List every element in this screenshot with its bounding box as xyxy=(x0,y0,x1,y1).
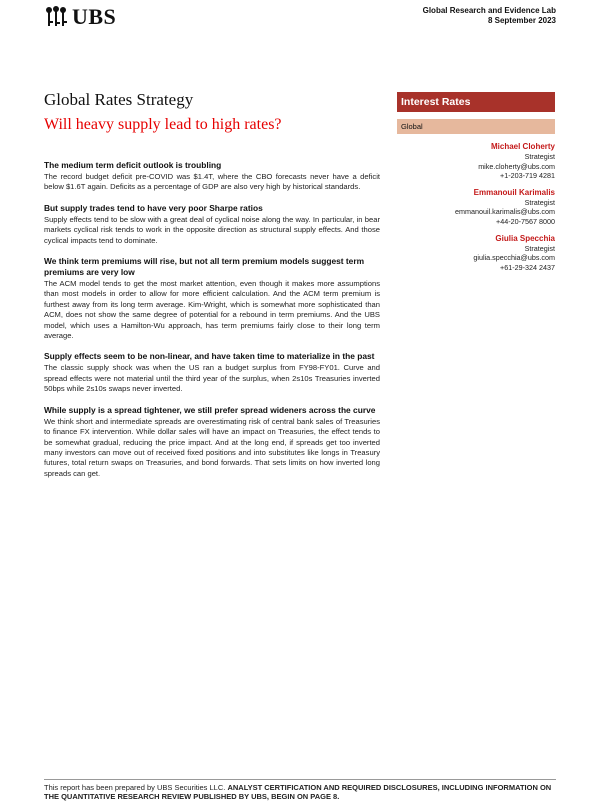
author-list xyxy=(397,141,555,272)
author-card xyxy=(397,187,555,227)
section xyxy=(44,203,380,246)
author-name: Emmanouil Karimalis xyxy=(473,187,555,197)
section xyxy=(44,351,380,394)
section xyxy=(44,160,380,193)
author-name: Giulia Specchia xyxy=(495,233,555,243)
sidebar xyxy=(397,92,555,278)
author-phone: +61-29-324 2437 xyxy=(500,262,555,272)
section-heading: We think term premiums will rise, but not all term premium models suggest term premiums are very low xyxy=(44,256,365,278)
report-date: 8 September 2023 xyxy=(487,16,556,25)
page-title: Global Rates Strategy xyxy=(44,90,194,109)
region-banner: Global xyxy=(397,119,555,134)
author-name: Michael Cloherty xyxy=(490,142,555,151)
footer-prefix: This report has been prepared by UBS Securities LLC. xyxy=(44,783,226,792)
author-role: Strategist xyxy=(524,197,555,207)
author-email[interactable]: giulia.specchia@ubs.com xyxy=(473,253,555,263)
author-role: Strategist xyxy=(524,243,555,253)
lab-name: Global Research and Evidence Lab xyxy=(422,6,556,15)
author-phone: +44-20-7567 8000 xyxy=(496,216,555,226)
author-email[interactable]: emmanouil.karimalis@ubs.com xyxy=(455,207,555,217)
logo-text: UBS xyxy=(72,4,117,29)
footer-divider xyxy=(44,779,556,780)
topic-banner: Interest Rates xyxy=(397,92,555,112)
ubs-logo xyxy=(44,4,116,30)
section-body: The record budget deficit pre-COVID was $1.4T, where the CBO forecasts never have a deficit below $1.6T again. Deficits as a percentage of GDP are also very high by historical standards. xyxy=(44,172,380,192)
author-email[interactable]: mike.cloherty@ubs.com xyxy=(478,161,555,171)
footer-disclosure xyxy=(44,783,556,801)
section-body: The ACM model tends to get the most market attention, even though it makes more assumptions than most models in order to allow for more efficient calculation. And the ACM term premium is furthest away from its long term average. Kim-Wright, which is somewhat more sophisticated than ACM, does not show the same degree of potential for a rebound in term premiums. And the UBS model, which uses a Hamilton-Wu approach, has term premiums fairly close to their long term average. xyxy=(44,279,380,341)
ubs-keys-icon xyxy=(44,6,68,28)
section-heading: But supply trades tend to have very poor Sharpe ratios xyxy=(44,202,263,213)
report-header xyxy=(423,6,556,26)
section-heading: The medium term deficit outlook is troubling xyxy=(44,160,222,170)
section-body: We think short and intermediate spreads are overestimating risk of central bank sales of Treasuries to finance FX intervention. While dollar sales will have an impact on Treasuries, the effect tends to be somewhat gradual, reducing the price impact. And at the long end, if spreads get too inverted many investors can move out of received fixed positions and into substitutes like longs in Treasury futures, total return swaps on Treasuries, and bond forwards. That sets limits on how inverted long spreads can get. xyxy=(44,416,380,478)
section-body: The classic supply shock was when the US ran a budget surplus from FY98-FY01. Curve and spread effects were not material until the third year of the surplus, when 2s10s Treasuries inverted 50bps while 2s10s swaps never inverted. xyxy=(44,363,380,394)
section-heading: Supply effects seem to be non-linear, and have taken time to materialize in the past xyxy=(44,351,375,362)
section-body: Supply effects tend to be slow with a great deal of cyclical noise along the way. In particular, in bear markets cyclical risk tends to work in the opposite direction as structural supply effects. And those cyclical impacts tend to dominate. xyxy=(44,214,380,245)
author-phone: +1-203-719 4281 xyxy=(500,171,555,181)
footer-disclosure-text: ANALYST CERTIFICATION AND REQUIRED DISCLOSURES, INCLUDING INFORMATION ON THE QUANTITATIVE RESEARCH REVIEW PUBLISHED BY UBS, BEGIN ON PAGE 8. xyxy=(44,783,552,801)
author-role: Strategist xyxy=(524,152,555,161)
author-card xyxy=(397,141,555,181)
section xyxy=(44,256,380,341)
section xyxy=(44,405,380,479)
main-column xyxy=(44,160,380,489)
author-card xyxy=(397,233,555,273)
section-heading: While supply is a spread tightener, we still prefer spread wideners across the curve xyxy=(44,404,376,415)
page-subtitle: Will heavy supply lead to high rates? xyxy=(44,116,282,133)
